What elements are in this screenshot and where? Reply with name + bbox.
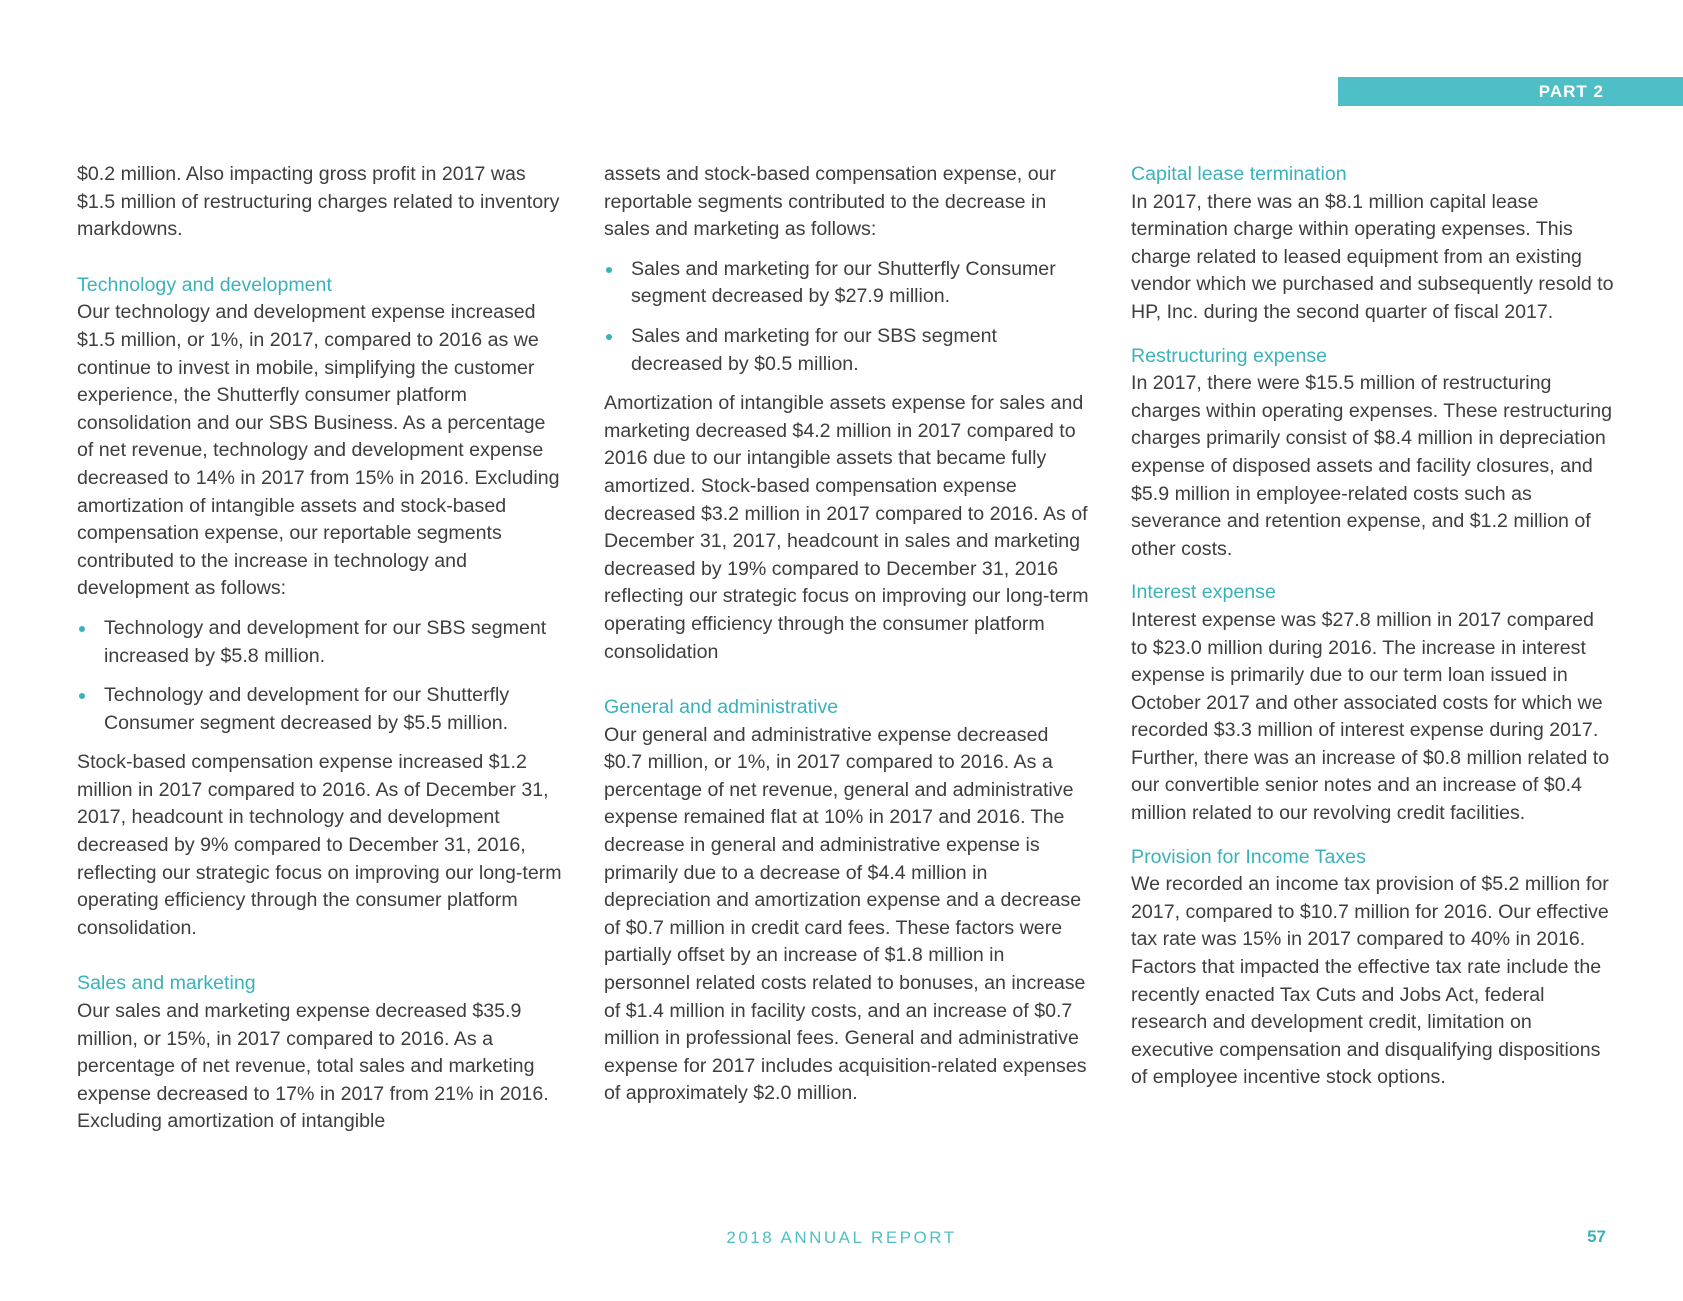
interest-expense-paragraph: Interest expense was $27.8 million in 2017 compared to $23.0 million during 2016. The increase in interest expense is primarily due to our term loan issued in October 2017 and other associated costs for which we recorded $3.3 million of interest expense during 2017. Further, there was an increase of $0.8 million related to our convertible senior notes and an increase of $0.4 million related to our revolving credit facilities. [1131, 608, 1610, 825]
list-item [77, 682, 563, 737]
technology-development-heading: Technology and development [77, 273, 332, 296]
restructuring-heading: Restructuring expense [1131, 344, 1328, 367]
list-item-text: Sales and marketing for our SBS segment decreased by $0.5 million. [631, 324, 997, 375]
technology-bullet-list [77, 615, 563, 737]
sales-continued-paragraph: assets and stock-based compensation expense, our reportable segments contributed to the decrease in sales and marketing as follows: [604, 163, 1057, 241]
stock-compensation-paragraph: Stock-based compensation expense increased $1.2 million in 2017 compared to 2016. As of December 31, 2017, headcount in technology and development decreased by 9% compared to December 31, 2016, reflecting our strategic focus on improving our long-term operating efficiency through the consumer platform consolidation. [77, 751, 562, 939]
list-item-text: Sales and marketing for our Shutterfly Consumer segment decreased by $27.9 million. [631, 257, 1056, 308]
column-2 [604, 161, 1090, 1108]
sales-marketing-paragraph: Our sales and marketing expense decreased $35.9 million, or 15%, in 2017 compared to 2016. As a percentage of net revenue, total sales and marketing expense decreased to 17% in 2017 from 21% in 2016. Excluding amortization of intangible [77, 1000, 549, 1133]
footer-report-title: 2018 ANNUAL REPORT [726, 1228, 957, 1247]
sales-bullet-list [604, 256, 1090, 378]
bullet-dot-icon [606, 267, 612, 273]
list-item-text: Technology and development for our Shutterfly Consumer segment decreased by $5.5 million. [104, 684, 510, 734]
income-taxes-paragraph: We recorded an income tax provision of $5.2 million for 2017, compared to $10.7 million for 2016. Our effective tax rate was 15% in 2017 compared to 40% in 2016. Factors that impacted the effective tax rate include the recently enacted Tax Cuts and Jobs Act, federal research and development credit, limitation on executive compensation and disqualifying dispositions of employee incentive stock options. [1131, 873, 1609, 1089]
part-label-tab [1338, 77, 1683, 106]
bullet-dot-icon [606, 334, 612, 340]
capital-lease-paragraph: In 2017, there was an $8.1 million capital lease termination charge within operating expenses. This charge related to leased equipment from an existing vendor which we purchased and subsequently resold to HP, Inc. during the second quarter of fiscal 2017. [1131, 190, 1614, 323]
list-item-text: Technology and development for our SBS segment increased by $5.8 million. [104, 616, 547, 667]
column-3 [1131, 161, 1615, 1092]
bullet-dot-icon [79, 626, 85, 632]
technology-development-paragraph: Our technology and development expense increased $1.5 million, or 1%, in 2017, compared to 2016 as we continue to invest in mobile, simplifying the customer experience, the Shutterfly consumer platform consolidation and our SBS Business. As a percentage of net revenue, technology and development expense decreased to 14% in 2017 from 15% in 2016. Excluding amortization of intangible assets and stock-based compensation expense, our reportable segments contributed to the increase in technology and development as follows: [77, 301, 560, 600]
amortization-paragraph: Amortization of intangible assets expense for sales and marketing decreased $4.2 million in 2017 compared to 2016 due to our intangible assets that became fully amortized. Stock-based compensation expense decreased $3.2 million in 2017 compared to 2016. As of December 31, 2017, headcount in sales and marketing decreased by 19% compared to December 31, 2016 reflecting our strategic focus on improving our long-term operating efficiency through the consumer platform consolidation [604, 392, 1089, 663]
list-item [77, 615, 563, 670]
list-item [604, 256, 1090, 311]
general-administrative-heading: General and administrative [604, 696, 839, 719]
general-administrative-paragraph: Our general and administrative expense decreased $0.7 million, or 1%, in 2017 compared to 2016. As a percentage of net revenue, general and administrative expense remained flat at 10% in 2017 and 2016. The decrease in general and administrative expense is primarily due to a decrease of $4.4 million in depreciation and amortization expense and a decrease of $0.7 million in credit card fees. These factors were partially offset by an increase of $1.8 million in personnel related costs related to bonuses, an increase of $1.4 million in facility costs, and an increase of $0.7 million in professional fees. General and administrative expense for 2017 includes acquisition-related expenses of approximately $2.0 million. [604, 723, 1087, 1105]
sales-marketing-heading: Sales and marketing [77, 972, 256, 995]
interest-expense-heading: Interest expense [1131, 581, 1276, 604]
part-label: PART 2 [1538, 82, 1604, 101]
list-item [604, 323, 1090, 378]
column-1 [77, 161, 563, 1136]
page-number: 57 [1587, 1227, 1606, 1246]
bullet-dot-icon [79, 693, 85, 699]
income-taxes-heading: Provision for Income Taxes [1131, 845, 1366, 868]
restructuring-paragraph: In 2017, there were $15.5 million of restructuring charges within operating expenses. These restructuring charges primarily consist of $8.4 million in depreciation expense of disposed assets and facility closures, and $5.9 million in employee-related costs such as severance and retention expense, and $1.2 million of other costs. [1131, 372, 1613, 560]
capital-lease-heading: Capital lease termination [1131, 163, 1347, 185]
intro-paragraph: $0.2 million. Also impacting gross profit in 2017 was $1.5 million of restructuring charges related to inventory markdowns. [77, 163, 560, 241]
